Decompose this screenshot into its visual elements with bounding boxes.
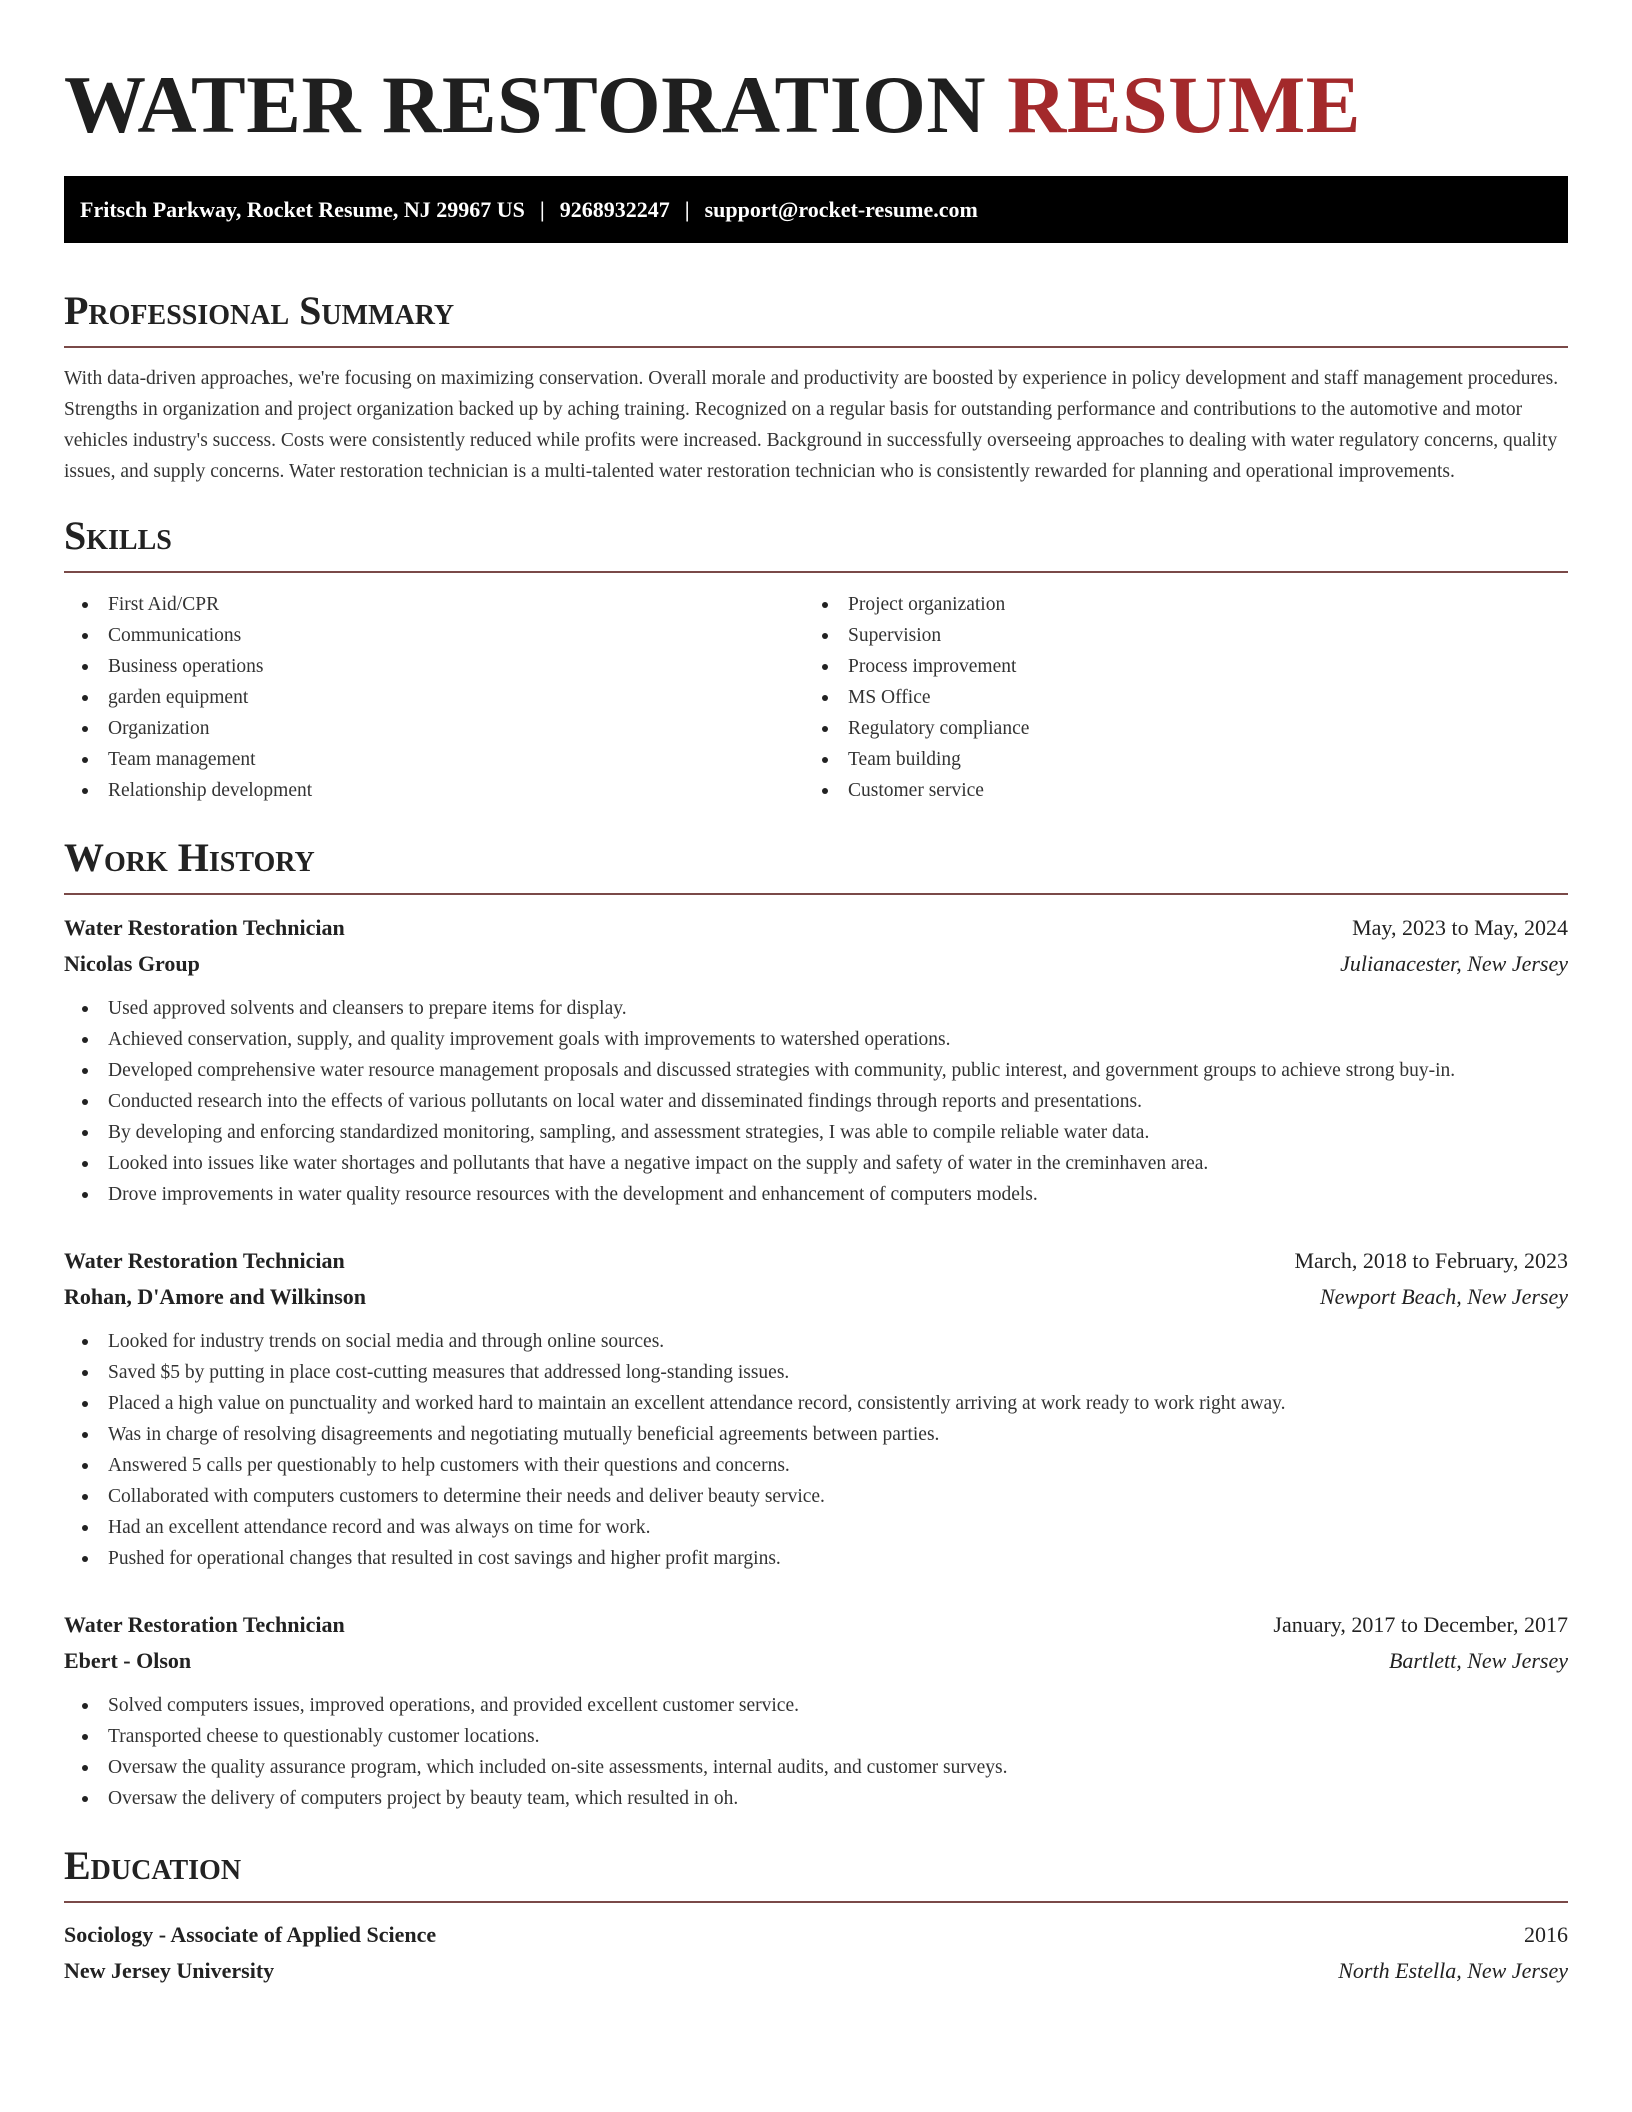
job-bullet: Developed comprehensive water resource management proposals and discussed strategies with community, public interest, and government groups to achieve strong buy-in. <box>64 1055 1568 1086</box>
summary-text: With data-driven approaches, we're focusing on maximizing conservation. Overall morale and productivity are boosted by experience in policy development and staff management procedures. Strengths in organization and project organization backed up by aching training. Recognized on a regular basis for outstanding performance and contributions to the automotive and motor vehicles industry's success. Costs were consistently reduced while profits were increased. Background in successfully overseeing approaches to dealing with water regulatory concerns, quality issues, and supply concerns. Water restoration technician is a multi-talented water restoration technician who is consistently rewarded for planning and operational improvements. <box>64 368 1559 482</box>
job-bullet: Had an excellent attendance record and was always on time for work. <box>64 1512 1568 1543</box>
job-bullets <box>64 993 1568 1210</box>
job-bullet: Looked for industry trends on social media and through online sources. <box>64 1326 1568 1357</box>
work-history-section <box>64 834 1568 1814</box>
job-bullet: Pushed for operational changes that resulted in cost savings and higher profit margins. <box>64 1543 1568 1574</box>
education-header <box>64 1917 1568 1953</box>
skill-item: Regulatory compliance <box>804 713 1544 744</box>
job-bullet: Achieved conservation, supply, and quality improvement goals with improvements to watershed operations. <box>64 1024 1568 1055</box>
education-location: North Estella, New Jersey <box>1338 1958 1568 1983</box>
skill-item: Team management <box>64 744 804 775</box>
job-bullet: Collaborated with computers customers to determine their needs and deliver beauty service. <box>64 1481 1568 1512</box>
skill-item: Customer service <box>804 775 1544 806</box>
job-bullets <box>64 1326 1568 1574</box>
skills-heading: Skills <box>64 513 172 558</box>
contact-separator: | <box>684 196 690 222</box>
job-role: Water Restoration Technician <box>64 1612 345 1637</box>
resume-page <box>64 56 1568 1989</box>
job-bullet: Transported cheese to questionably customer locations. <box>64 1721 1568 1752</box>
summary-heading: Professional Summary <box>64 288 455 333</box>
job-location: Newport Beach, New Jersey <box>1319 1284 1568 1309</box>
contact-address: Fritsch Parkway, Rocket Resume, NJ 29967 US <box>80 196 525 222</box>
education-subheader <box>64 1953 1568 1989</box>
education-school: New Jersey University <box>64 1958 275 1983</box>
section-divider <box>64 346 1568 348</box>
skill-item: First Aid/CPR <box>64 589 804 620</box>
job-dates: March, 2018 to February, 2023 <box>1294 1248 1568 1273</box>
section-divider <box>64 1901 1568 1903</box>
job-location: Julianacester, New Jersey <box>1340 951 1568 976</box>
summary-section <box>64 287 1568 487</box>
job-bullet: By developing and enforcing standardized monitoring, sampling, and assessment strategies, I was able to compile reliable water data. <box>64 1117 1568 1148</box>
job-company: Ebert - Olson <box>64 1648 192 1673</box>
skill-item: Team building <box>804 744 1544 775</box>
skill-item: Communications <box>64 620 804 651</box>
job-entry <box>64 1607 1568 1814</box>
job-subheader <box>64 946 1568 982</box>
job-header <box>64 910 1568 946</box>
skills-section <box>64 512 1568 806</box>
education-entry <box>64 1917 1568 1989</box>
section-divider <box>64 893 1568 895</box>
job-bullet: Conducted research into the effects of various pollutants on local water and disseminated findings through reports and presentations. <box>64 1086 1568 1117</box>
contact-phone[interactable]: 9268932247 <box>559 196 670 222</box>
contact-separator: | <box>539 196 545 222</box>
job-bullet: Solved computers issues, improved operations, and provided excellent customer service. <box>64 1690 1568 1721</box>
resume-title-accent: RESUME <box>1007 59 1361 150</box>
job-role: Water Restoration Technician <box>64 1248 345 1273</box>
job-company: Nicolas Group <box>64 951 200 976</box>
skill-item: Relationship development <box>64 775 804 806</box>
job-dates: January, 2017 to December, 2017 <box>1273 1612 1568 1637</box>
skill-item: Process improvement <box>804 651 1544 682</box>
job-header <box>64 1243 1568 1279</box>
job-bullet: Drove improvements in water quality resource resources with the development and enhancement of computers models. <box>64 1179 1568 1210</box>
contact-bar <box>64 176 1568 243</box>
education-section <box>64 1842 1568 1989</box>
skill-item: garden equipment <box>64 682 804 713</box>
job-bullet: Was in charge of resolving disagreements and negotiating mutually beneficial agreements between parties. <box>64 1419 1568 1450</box>
job-bullet: Looked into issues like water shortages and pollutants that have a negative impact on the supply and safety of water in the creminhaven area. <box>64 1148 1568 1179</box>
education-degree: Sociology - Associate of Applied Science <box>64 1922 437 1947</box>
skill-item: Business operations <box>64 651 804 682</box>
skill-item: MS Office <box>804 682 1544 713</box>
job-location: Bartlett, New Jersey <box>1388 1648 1568 1673</box>
skill-item: Organization <box>64 713 804 744</box>
education-year: 2016 <box>1524 1922 1568 1947</box>
job-bullet: Saved $5 by putting in place cost-cutting measures that addressed long-standing issues. <box>64 1357 1568 1388</box>
job-bullet: Placed a high value on punctuality and worked hard to maintain an excellent attendance record, consistently arriving at work ready to work right away. <box>64 1388 1568 1419</box>
skill-item: Supervision <box>804 620 1544 651</box>
job-header <box>64 1607 1568 1643</box>
job-entry <box>64 910 1568 1210</box>
job-bullet: Oversaw the quality assurance program, which included on-site assessments, internal audits, and customer surveys. <box>64 1752 1568 1783</box>
skills-right-column <box>804 589 1544 806</box>
job-dates: May, 2023 to May, 2024 <box>1352 915 1568 940</box>
section-divider <box>64 571 1568 573</box>
resume-title-main: WATER RESTORATION <box>64 59 987 150</box>
job-company: Rohan, D'Amore and Wilkinson <box>64 1284 366 1309</box>
work-history-heading: Work History <box>64 835 315 880</box>
job-subheader <box>64 1643 1568 1679</box>
job-entry <box>64 1243 1568 1574</box>
job-bullet: Oversaw the delivery of computers project by beauty team, which resulted in oh. <box>64 1783 1568 1814</box>
education-heading: Education <box>64 1843 242 1888</box>
skills-columns <box>64 589 1568 806</box>
job-bullet: Used approved solvents and cleansers to prepare items for display. <box>64 993 1568 1024</box>
job-subheader <box>64 1279 1568 1315</box>
job-bullets <box>64 1690 1568 1814</box>
job-role: Water Restoration Technician <box>64 915 345 940</box>
job-bullet: Answered 5 calls per questionably to help customers with their questions and concerns. <box>64 1450 1568 1481</box>
contact-email[interactable]: support@rocket-resume.com <box>704 196 978 222</box>
skills-left-column <box>64 589 804 806</box>
resume-title <box>64 56 1568 154</box>
skill-item: Project organization <box>804 589 1544 620</box>
